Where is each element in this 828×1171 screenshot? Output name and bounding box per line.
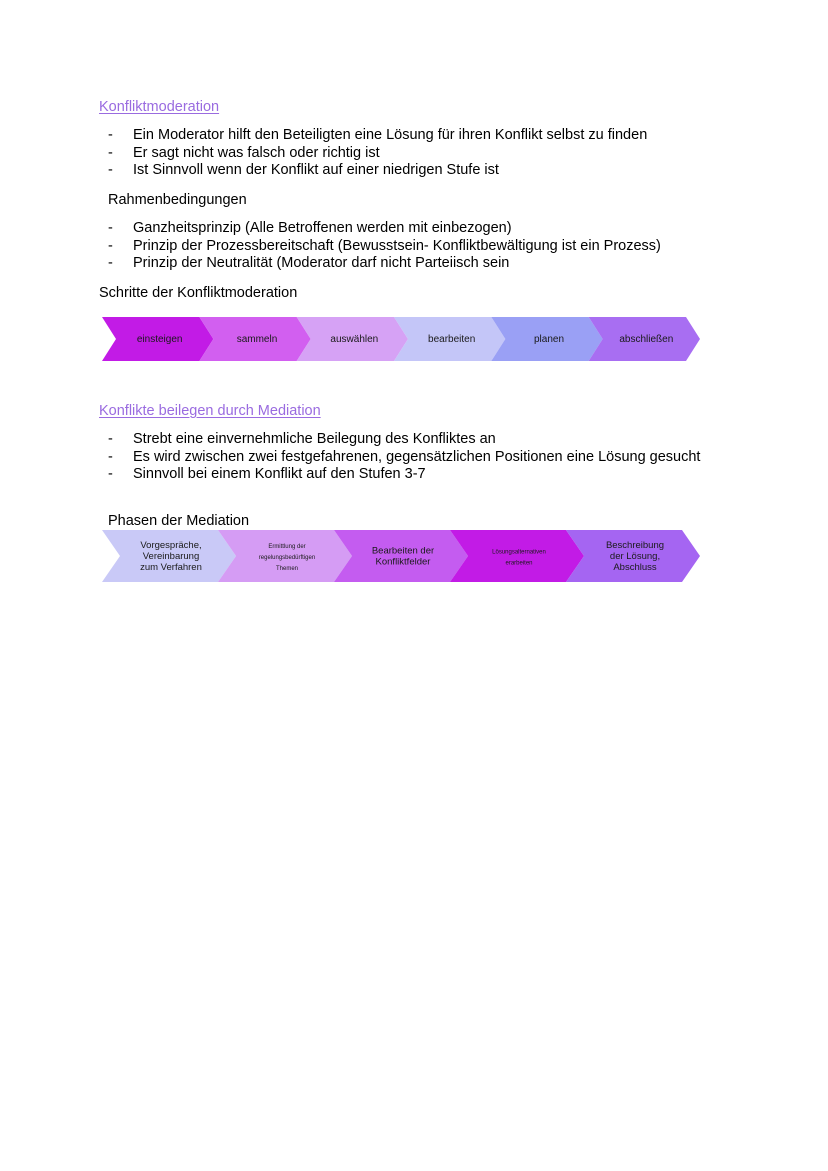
list-item-text: Ein Moderator hilft den Beteiligten eine Lösung für ihren Konflikt selbst zu finden [133, 127, 648, 143]
list-item-text: Prinzip der Neutralität (Moderator darf nicht Parteiisch sein [133, 255, 510, 271]
moderation-bullet-list [108, 127, 647, 180]
phase-label-3: Konfliktfelder [375, 556, 431, 568]
step-label-5: planen [533, 334, 565, 345]
phase-label-1: Vereinbarung [142, 550, 200, 562]
step-label-6: abschließen [619, 334, 674, 345]
phase-label-3: Bearbeiten der [371, 545, 435, 557]
step-label-2: sammeln [236, 334, 278, 345]
list-item: - Prinzip der Neutralität (Moderator darf nicht Parteiisch sein [108, 255, 510, 271]
list-item-text: Ist Sinnvoll wenn der Konflikt auf einer niedrigen Stufe ist [133, 162, 499, 178]
moderation-steps-svg [102, 317, 702, 363]
phase-label-1: zum Verfahren [140, 561, 202, 573]
steps-heading: Schritte der Konfliktmoderation [99, 285, 298, 301]
list-item: - Ganzheitsprinzip (Alle Betroffenen werden mit einbezogen) [108, 220, 512, 236]
list-item: - Ein Moderator hilft den Beteiligten eine Lösung für ihren Konflikt selbst zu finden [108, 127, 648, 143]
list-item-text: Ganzheitsprinzip (Alle Betroffenen werden mit einbezogen) [133, 220, 512, 236]
step-label-1: einsteigen [136, 334, 183, 345]
phase-label-4: Lösungsalternativen [492, 549, 546, 556]
phase-label-5: Abschluss [613, 561, 657, 573]
phase-label-5: Beschreibung [605, 539, 665, 551]
phase-chevron-4 [450, 530, 584, 582]
step-label-3: auswählen [330, 334, 379, 345]
phase-label-1: Vorgespräche, [140, 539, 202, 551]
list-item: - Ist Sinnvoll wenn der Konflikt auf einer niedrigen Stufe ist [108, 162, 499, 178]
list-item-text: Er sagt nicht was falsch oder richtig ist [133, 144, 380, 161]
list-item-text: Prinzip der Prozessbereitschaft (Bewusstsein- Konfliktbewältigung ist ein Prozess) [133, 237, 661, 254]
phase-label-5: der Lösung, [609, 550, 661, 562]
phase-label-2: Ermittlung der [268, 543, 306, 550]
phase-label-4: erarbeiten [505, 560, 533, 567]
list-item: - Prinzip der Prozessbereitschaft (Bewusstsein- Konfliktbewältigung ist ein Prozess) [108, 237, 661, 254]
mediation-bullet-list [108, 431, 708, 484]
step-label-4: bearbeiten [428, 334, 476, 345]
phases-heading: Phasen der Mediation [108, 513, 250, 529]
list-item-text: Es wird zwischen zwei festgefahrenen, gegensätzlichen Positionen eine Lösung gesucht [133, 448, 701, 465]
list-item-text: Strebt eine einvernehmliche Beilegung des Konfliktes an [133, 431, 496, 447]
conditions-bullet-list [108, 220, 661, 273]
mediation-phases-svg [102, 530, 702, 584]
mediation-phases-diagram [102, 530, 702, 584]
section-title-mediation: Konflikte beilegen durch Mediation [99, 403, 321, 419]
list-item: - Strebt eine einvernehmliche Beilegung des Konfliktes an [108, 431, 496, 447]
list-item-text: Sinnvoll bei einem Konflikt auf den Stufen 3-7 [133, 466, 426, 482]
moderation-steps-diagram [102, 317, 702, 363]
phase-label-2: Themen [275, 565, 299, 572]
conditions-heading: Rahmenbedingungen [108, 192, 247, 208]
list-item: - Er sagt nicht was falsch oder richtig ist [108, 144, 380, 161]
list-item: - Sinnvoll bei einem Konflikt auf den Stufen 3-7 [108, 466, 426, 482]
section-title-konfliktmoderation: Konfliktmoderation [99, 99, 220, 115]
phase-label-2: regelungsbedürftigen [258, 554, 316, 561]
list-item: - Es wird zwischen zwei festgefahrenen, gegensätzlichen Positionen eine Lösung gesucht [108, 448, 701, 465]
